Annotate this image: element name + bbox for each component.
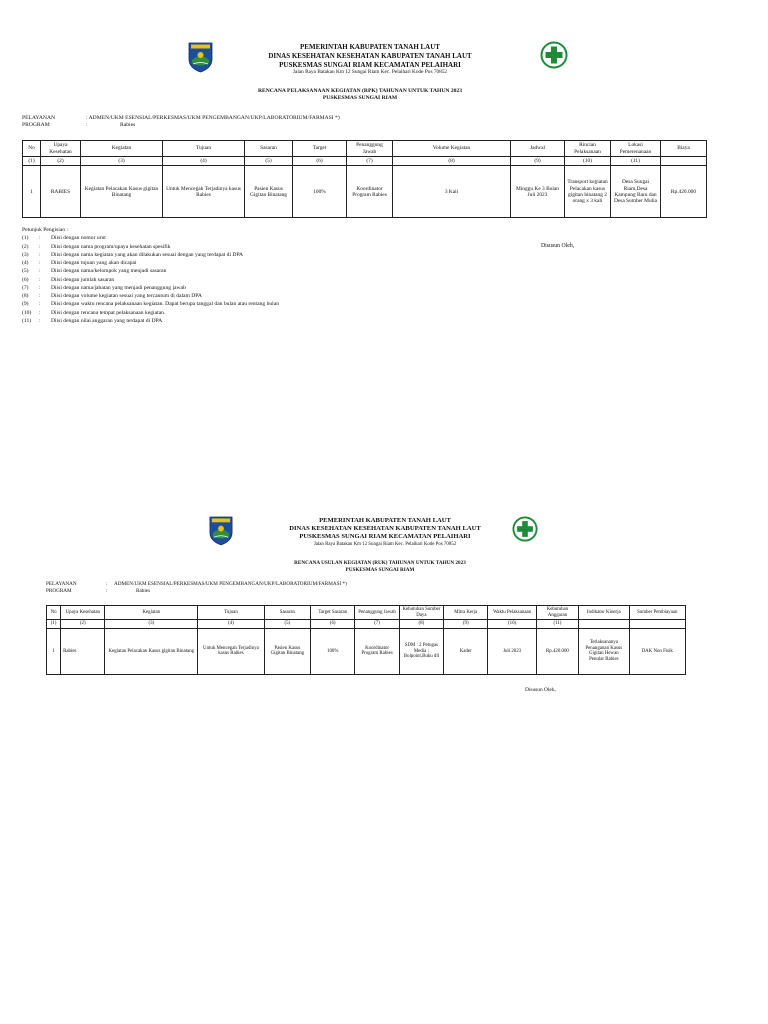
health-cross-icon [540,41,568,69]
rpk-col-header: Sasaran [245,141,293,157]
note-item: (8) : Diisi dengan volume kegiatan sesuai yang tercantum di dalam DPA [22,293,202,300]
disusun-oleh: Disusun Oleh, [541,243,575,249]
ruk-cell: Juli 2023 [488,628,536,674]
rpk-col-header: Lokasi Pemerenanaan [611,141,661,157]
ruk-number-row [47,620,686,629]
note-item: (4) : Diisi dengan tujuan yang akan dicapai [22,260,137,267]
petunjuk-pengisian [22,226,279,325]
rpk-col-number: (6) [293,157,347,166]
ruk-col-header: Kebutuhan Sumber Daya [399,606,443,620]
rpk-title [170,88,550,103]
ruk-col-header: Indikator Kinerja [579,606,629,620]
ruk-cell: Koordinator Program Rabies [355,628,399,674]
letterhead-address: Jalan Raya Batakan Km 12 Sungai Riam Kec. Pelaihari Kode Pos 70852 [292,69,448,76]
rpk-col-header: Upaya Kesehatan [41,141,81,157]
rpk-cell: Pasien Kasus Gigitan Binatang [245,166,293,218]
rpk-col-number: (1) [23,157,41,166]
rpk-col-number [661,157,707,166]
rpk-col-number: (5) [245,157,293,166]
rpk-col-number: (11) [611,157,661,166]
ruk-col-number: (1) [47,620,61,629]
rpk-header-row [23,141,707,157]
note-item: (6) : Diisi dengan jumlah sasaran [22,276,115,283]
note-item: (2) : Diisi dengan nama program/upaya kesehatan spesifik [22,243,171,250]
ruk-col-number: (3) [105,620,198,629]
ruk-cell: Rp.420.000 [536,628,578,674]
ruk-meta [46,581,347,594]
pelayanan-label: PELAYANAN [46,581,77,587]
letterhead [220,43,520,76]
rpk-col-header: Tujuan [163,141,245,157]
ruk-cell: 100% [311,628,355,674]
rpk-cell: Rp.420.000 [661,166,707,218]
ruk-cell: Terlaksananya Penanganan Kasus Gigitan Hewan Penular Rabies [579,628,629,674]
ruk-cell: Rabies [61,628,105,674]
rpk-col-header: Jadwal [511,141,565,157]
rpk-col-header: Penanggung Jawab [347,141,393,157]
rpk-col-header: Target [293,141,347,157]
rpk-col-number: (4) [163,157,245,166]
ruk-title-line1: RENCANA USULAN KEGIATAN (RUK) TAHUNAN UNTUK TAHUN 2023 [294,560,466,566]
ruk-col-number: (6) [311,620,355,629]
pelayanan-label: PELAYANAN [22,115,56,121]
ruk-header-row [47,606,686,620]
rpk-document [0,0,768,470]
rpk-number-row [23,157,707,166]
ruk-col-number: (7) [355,620,399,629]
tanah-laut-logo-icon [208,515,234,546]
ruk-col-number [629,620,685,629]
note-item: (1) : Diisi dengan nomor urut [22,235,106,242]
ruk-col-header: Sumber Pembiayaan [629,606,685,620]
rpk-col-number: (2) [41,157,81,166]
notes-title: Petunjuk Pengisian : [22,227,68,233]
rpk-cell: Desa Sungai Riam,Desa Kampung Baru dan Desa Sumber Mulia [611,166,661,218]
pelayanan-value: ADMEN/UKM ESENSIAL/PERKESMAS/UKM PENGEMBANGAN/UKP/LABORATORIUM/FARMASI *) [114,581,347,587]
rpk-cell: 3 Kali [393,166,511,218]
letterhead-line1: PEMERINTAH KABUPATEN TANAH LAUT [300,43,440,51]
letterhead-line3: PUSKESMAS SUNGAI RIAM KECAMATAN PELAIHARI [279,60,461,69]
rpk-col-number: (8) [393,157,511,166]
ruk-col-header: Mitra Kerja [444,606,488,620]
rpk-col-header: Rincian Pelaksanaan [565,141,611,157]
rpk-col-number: (9) [511,157,565,166]
ruk-title-line2: PUSKESMAS SUNGAI RIAM [345,566,415,573]
letterhead-line1: PEMERINTAH KABUPATEN TANAH LAUT [319,517,451,524]
ruk-col-number: (11) [536,620,578,629]
program-label: PROGRAM [46,587,72,594]
ruk-col-number: (2) [61,620,105,629]
ruk-col-number: (10) [488,620,536,629]
rpk-col-header: Kegiatan [81,141,163,157]
rpk-col-number: (10) [565,157,611,166]
disusun-oleh: Disusun Oleh, [525,687,556,693]
rpk-cell: Transport kegiatan Pelacakan kasus gigitan binatang 2 orang x 3 kali [565,166,611,218]
pelayanan-value: : ADMEN/UKM ESENSIAL/PERKESMAS/UKM PENGEMBANGAN/UKP/LABORATORIUM/FARMASI *) [86,115,340,121]
ruk-table [46,605,686,675]
tanah-laut-logo-icon [187,41,214,73]
rpk-title-line1: RENCANA PELAKSANAAN KEGIATAN (RPK) TAHUNAN UNTUK TAHUN 2023 [257,88,463,94]
ruk-cell: Kader [444,628,488,674]
note-item: (3) : Diisi dengan nama kegiatan yang akan dilakukan sesuai dengan yang terdapat di DPA [22,251,244,258]
program-colon: : [106,587,108,594]
ruk-cell: 1 [47,628,61,674]
note-item: (11) : Diisi dengan nilai anggaran yang terdapat di DPA [22,317,163,324]
program-value: Rabies [120,121,136,128]
note-item: (10) : Diisi dengan rencana tempat pelaksanaan kegiatan. [22,309,166,316]
ruk-title [190,560,570,574]
ruk-cell: DAK Non Fisik [629,628,685,674]
rpk-cell: 1 [23,166,41,218]
ruk-col-number: (5) [264,620,310,629]
ruk-cell: Pasien Kasus Gigitan Binatang [264,628,310,674]
ruk-document [0,470,768,1024]
ruk-col-header: No [47,606,61,620]
ruk-col-number: (8) [399,620,443,629]
ruk-cell: SDM : 2 Petugas Media : Bolpoint,Buku dll [399,628,443,674]
letterhead [240,517,530,548]
rpk-cell: 100% [293,166,347,218]
rpk-meta [22,115,340,129]
rpk-col-number: (3) [81,157,163,166]
ruk-col-header: Kegiatan [105,606,198,620]
program-label: PROGRAM [22,121,50,128]
rpk-data-row [23,166,707,218]
rpk-cell: RABIES [41,166,81,218]
letterhead-line3: PUSKESMAS SUNGAI RIAM KECAMATAN PELAIHARI [299,533,471,541]
ruk-col-number: (4) [198,620,265,629]
program-colon: : [86,121,88,128]
rpk-col-header: Biaya [661,141,707,157]
rpk-cell: Kegiatan Pelacakan Kasus gigitan Binatang [81,166,163,218]
rpk-table [22,140,707,218]
rpk-cell: Koordinator Program Rabies [347,166,393,218]
ruk-col-header: Waktu Pelaksanaan [488,606,536,620]
ruk-cell: Kegiatan Pelacakan Kasus gigitan Binatang [105,628,198,674]
ruk-col-header: Tujuan [198,606,265,620]
health-cross-icon [512,516,538,542]
ruk-data-row [47,628,686,674]
ruk-col-header: Upaya Kesehatan [61,606,105,620]
ruk-col-header: Target Sasaran [311,606,355,620]
rpk-col-header: No [23,141,41,157]
ruk-col-header: Kebutuhan Anggaran [536,606,578,620]
ruk-col-number: (9) [444,620,488,629]
ruk-col-number [579,620,629,629]
note-item: (9) : Diisi dengan waktu rencana pelaksanaan kegiatan. Dapat berupa tanggal dan bulan atau rentang bulan [22,301,280,308]
note-item: (7) : Diisi dengan nama/jabatan yang menjadi penanggung jawab [22,284,186,291]
rpk-title-line2: PUSKESMAS SUNGAI RIAM [322,95,398,102]
rpk-col-header: Volume Kegiatan [393,141,511,157]
ruk-cell: Untuk Mencegah Terjadinya kasus Rabies [198,628,265,674]
ruk-col-header: Sasaran [264,606,310,620]
letterhead-address: Jalan Raya Batakan Km 12 Sungai Riam Kec. Pelaihari Kode Pos 70852 [313,541,457,547]
rpk-cell: Untuk Mencegah Terjadinya kasus Rabies [163,166,245,218]
program-value: Rabies [136,587,151,594]
letterhead-line2: DINAS KESEHATAN KESEHATAN KABUPATEN TANAH LAUT [289,525,481,533]
rpk-col-number: (7) [347,157,393,166]
note-item: (5) : Diisi dengan nama/kelompok yang menjadi sasaran [22,268,167,275]
pelayanan-colon: : [106,581,108,587]
ruk-col-header: Penanggung Jawab [355,606,399,620]
letterhead-line2: DINAS KESEHATAN KESEHATAN KABUPATEN TANAH LAUT [268,51,472,60]
rpk-cell: Minggu Ke 3 Bulan Juli 2023 [511,166,565,218]
